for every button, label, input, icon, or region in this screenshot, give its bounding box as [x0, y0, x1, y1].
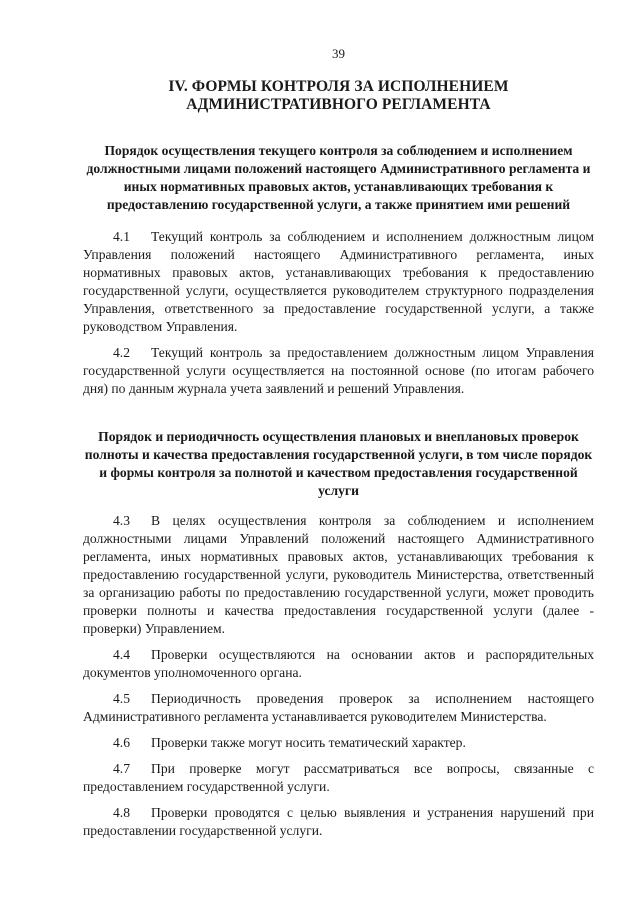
clause-number: 4.3	[113, 513, 130, 528]
clause-text: Проверки проводятся с целью выявления и устранения нарушений при предоставлении государственной услуги.	[83, 805, 594, 838]
clause-4-8	[83, 804, 594, 840]
clause-4-3	[83, 512, 594, 638]
clause-number: 4.7	[113, 761, 130, 776]
clause-number: 4.4	[113, 647, 130, 662]
clause-text: При проверке могут рассматриваться все вопросы, связанные с предоставлением государственной услуги.	[83, 761, 594, 794]
clause-4-2	[83, 344, 594, 398]
clause-text: Текущий контроль за предоставлением должностным лицом Управления государственной услуги осуществляется на постоянной основе (по итогам рабочего дня) по данным журнала учета заявлений и решений Управления.	[83, 345, 594, 396]
clause-number: 4.2	[113, 345, 130, 360]
chapter-title: IV. ФОРМЫ КОНТРОЛЯ ЗА ИСПОЛНЕНИЕМ АДМИНИСТРАТИВНОГО РЕГЛАМЕНТА	[168, 78, 509, 113]
clause-number: 4.8	[113, 805, 130, 820]
clause-4-6	[83, 734, 594, 752]
page-number: 39	[332, 46, 345, 61]
section-heading-inspections: Порядок и периодичность осуществления плановых и внеплановых проверок полноты и качества предоставления государственной услуги, в том числе порядок и формы контроля за полнотой и качеством предоставления государственной услуги	[84, 429, 593, 498]
clause-text: Текущий контроль за соблюдением и исполнением должностным лицом Управления положений настоящего Административного регламента, иных нормативных правовых актов, устанавливающих требования к предоставлению государственной услуги, осуществляется руководителем структурного подразделения Управления, ответственного за предоставление государственной услуги, а также руководством Управления.	[83, 229, 594, 334]
clause-number: 4.5	[113, 691, 130, 706]
clause-4-5	[83, 690, 594, 726]
clause-text: Периодичность проведения проверок за исполнением настоящего Административного регламента устанавливается руководителем Министерства.	[83, 691, 594, 724]
clause-text: В целях осуществления контроля за соблюдением и исполнением должностными лицами Управлений положений настоящего Административного регламента, иных нормативных правовых актов, устанавливающих требования к предоставлению государственной услуги, руководитель Министерства, ответственный за организацию работы по предоставлению государственной услуги, может проводить проверки полноты и качества предоставления государственной услуги (далее - проверки) Управлением.	[83, 513, 594, 636]
clause-text: Проверки также могут носить тематический характер.	[151, 735, 466, 750]
clause-4-1	[83, 228, 594, 336]
clause-4-4	[83, 646, 594, 682]
clause-4-7	[83, 760, 594, 796]
clause-number: 4.6	[113, 735, 130, 750]
clause-text: Проверки осуществляются на основании актов и распорядительных документов уполномоченного органа.	[83, 647, 594, 680]
clause-number: 4.1	[113, 229, 130, 244]
section-heading-current-control: Порядок осуществления текущего контроля за соблюдением и исполнением должностными лицами положений настоящего Административного регламента и иных нормативных правовых актов, устанавливающих требования к предоставлению государственной услуги, а также принятием ими решений	[86, 143, 591, 212]
